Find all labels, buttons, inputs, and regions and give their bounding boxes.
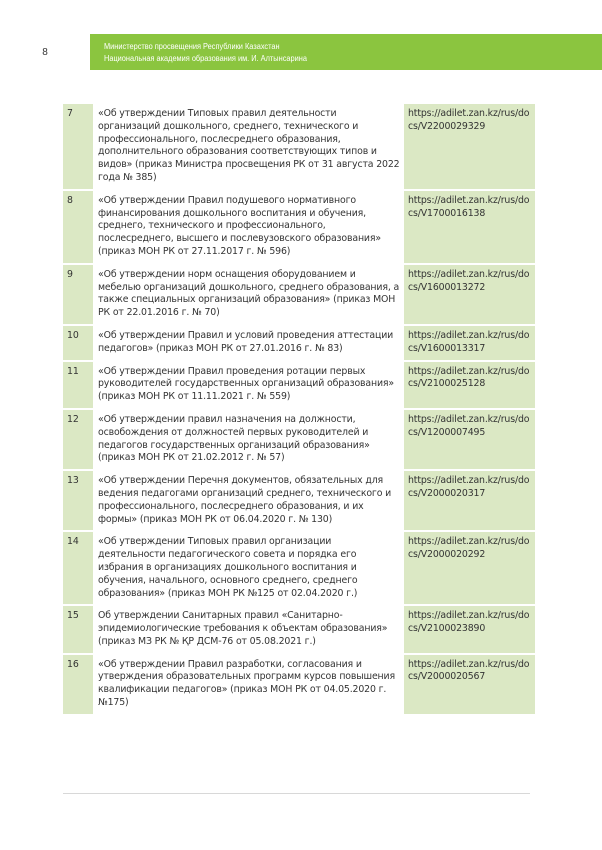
- table-row: [63, 361, 535, 409]
- table-row: [63, 264, 535, 325]
- footer-divider: [63, 793, 530, 794]
- table-row: [63, 605, 535, 653]
- table-row: [63, 409, 535, 470]
- row-number: 9: [63, 264, 93, 325]
- document-title: Об утверждении Санитарных правил «Санитарно-эпидемиологические требования к объектам образования» (приказ МЗ РК № ҚР ДСМ-76 от 05.08.2021 г.): [93, 605, 404, 653]
- header-title: [104, 40, 307, 64]
- row-number: 16: [63, 654, 93, 715]
- document-title: «Об утверждении Типовых правил деятельности организаций дошкольного, среднего, технического и профессионального, послесреднего образования, дополнительного образования соответствующих типов и видов» (приказ Министра просвещения РК от 31 августа 2022 года № 385): [93, 104, 404, 190]
- document-title: «Об утверждении Правил подушевого нормативного финансирования дошкольного воспитания и обучения, среднего, технического и профессионального, послесреднего, высшего и послевузовского образования» (приказ МОН РК от 27.11.2017 г. № 596): [93, 190, 404, 264]
- document-link[interactable]: https://adilet.zan.kz/rus/docs/V2000020292: [404, 531, 535, 605]
- table-row: [63, 325, 535, 361]
- document-link[interactable]: https://adilet.zan.kz/rus/docs/V1600013317: [404, 325, 535, 361]
- table-row: [63, 470, 535, 531]
- row-number: 12: [63, 409, 93, 470]
- document-link[interactable]: https://adilet.zan.kz/rus/docs/V2000020317: [404, 470, 535, 531]
- table-row: [63, 531, 535, 605]
- document-title: «Об утверждении Правил разработки, согласования и утверждения образовательных программ курсов повышения квалификации педагогов» (приказ МОН РК от 04.05.2020 г. №175): [93, 654, 404, 715]
- row-number: 11: [63, 361, 93, 409]
- document-title: «Об утверждении Типовых правил организации деятельности педагогического совета и порядка его избрания в организациях дошкольного воспитания и обучения, начального, основного среднего, среднего образования» (приказ МОН РК №125 от 02.04.2020 г.): [93, 531, 404, 605]
- documents-table: [63, 104, 535, 716]
- header-ministry: Министерство просвещения Республики Казахстан: [104, 41, 280, 51]
- document-link[interactable]: https://adilet.zan.kz/rus/docs/V2200029329: [404, 104, 535, 190]
- table-row: [63, 104, 535, 190]
- document-title: «Об утверждении Правил проведения ротации первых руководителей государственных организаций образования» (приказ МОН РК от 11.11.2021 г. № 559): [93, 361, 404, 409]
- table-row: [63, 654, 535, 715]
- row-number: 8: [63, 190, 93, 264]
- page-number: 8: [0, 34, 90, 70]
- document-link[interactable]: https://adilet.zan.kz/rus/docs/V2000020567: [404, 654, 535, 715]
- row-number: 14: [63, 531, 93, 605]
- document-link[interactable]: https://adilet.zan.kz/rus/docs/V1600013272: [404, 264, 535, 325]
- row-number: 10: [63, 325, 93, 361]
- document-title: «Об утверждении Перечня документов, обязательных для ведения педагогами организаций среднего, технического и профессионального, послесреднего образования, и их формы» (приказ МОН РК от 06.04.2020 г. № 130): [93, 470, 404, 531]
- row-number: 15: [63, 605, 93, 653]
- document-title: «Об утверждении Правил и условий проведения аттестации педагогов» (приказ МОН РК от 27.01.2016 г. № 83): [93, 325, 404, 361]
- document-title: «Об утверждении правил назначения на должности, освобождения от должностей первых руководителей и педагогов государственных организаций образования» (приказ МОН РК от 21.02.2012 г. № 57): [93, 409, 404, 470]
- page-header: [0, 34, 602, 70]
- table-row: [63, 190, 535, 264]
- row-number: 13: [63, 470, 93, 531]
- row-number: 7: [63, 104, 93, 190]
- document-link[interactable]: https://adilet.zan.kz/rus/docs/V2100023890: [404, 605, 535, 653]
- document-link[interactable]: https://adilet.zan.kz/rus/docs/V2100025128: [404, 361, 535, 409]
- document-link[interactable]: https://adilet.zan.kz/rus/docs/V1700016138: [404, 190, 535, 264]
- document-title: «Об утверждении норм оснащения оборудованием и мебелью организаций дошкольного, среднего образования, а также специальных организаций образования» (приказ МОН РК от 22.01.2016 г. № 70): [93, 264, 404, 325]
- document-link[interactable]: https://adilet.zan.kz/rus/docs/V1200007495: [404, 409, 535, 470]
- header-academy: Национальная академия образования им. И. Алтынсарина: [104, 53, 307, 63]
